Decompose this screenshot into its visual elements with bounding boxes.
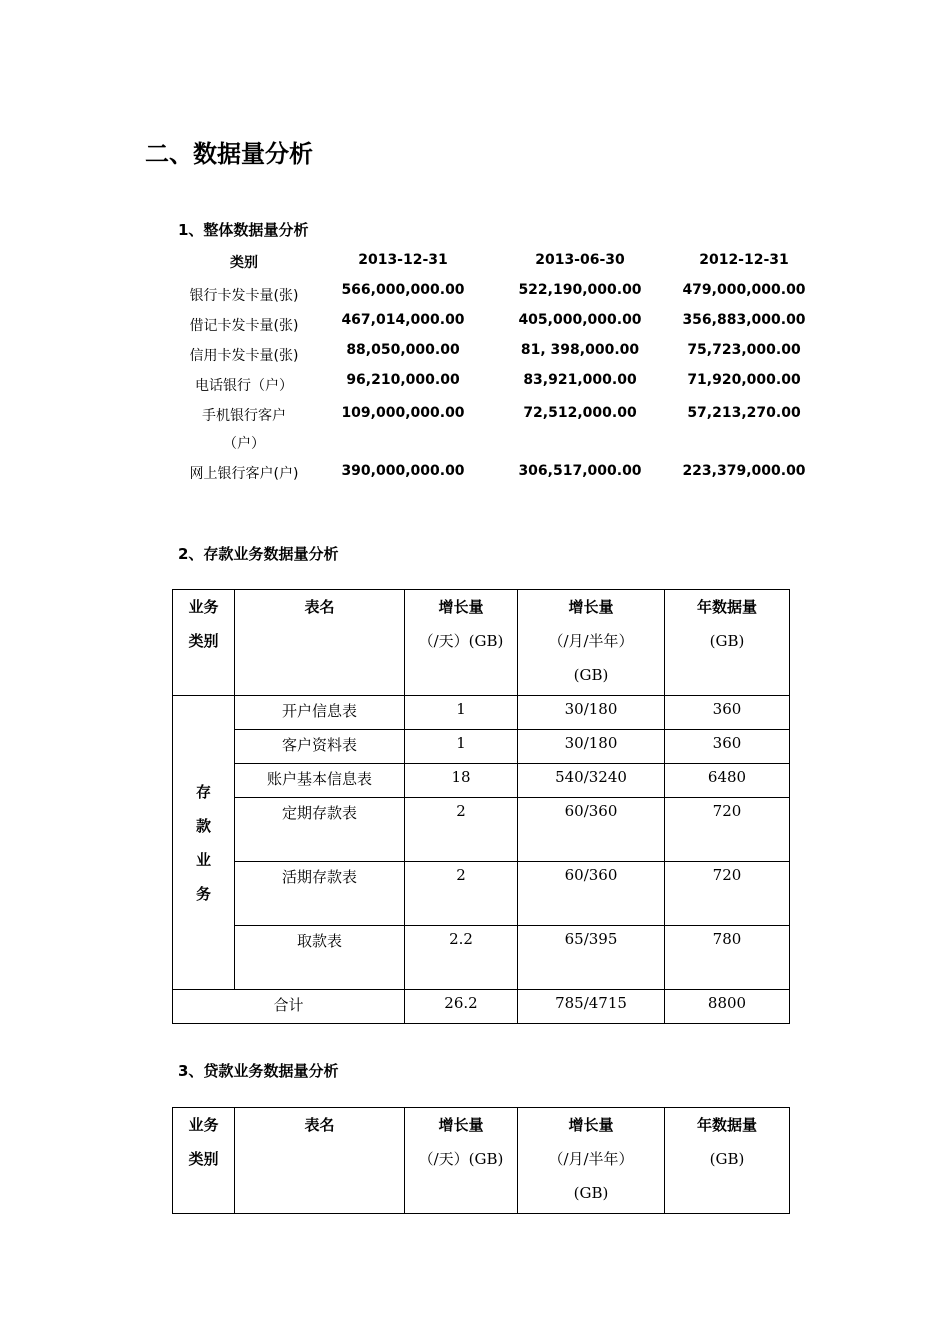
period-cell xyxy=(518,926,665,990)
header-line: (GB) xyxy=(709,1150,745,1168)
daily-cell xyxy=(405,862,518,926)
total-label: 合计 xyxy=(273,996,304,1014)
period-cell xyxy=(518,798,665,862)
summary-cell: 522,190,000.00 xyxy=(518,282,642,298)
header-yearly-volume xyxy=(665,1108,790,1214)
yearly-text: 720 xyxy=(712,802,742,820)
summary-row-label-line: （户） xyxy=(223,436,265,452)
summary-cell xyxy=(316,460,490,490)
header-line: 表名 xyxy=(304,598,335,616)
summary-cell xyxy=(316,402,490,460)
header-line: 业务 xyxy=(188,598,219,616)
table-name-cell xyxy=(235,730,405,764)
table-name-cell xyxy=(235,798,405,862)
summary-row xyxy=(172,342,818,372)
period-text: 60/360 xyxy=(564,866,618,884)
summary-cell: 88,050,000.00 xyxy=(346,342,460,358)
header-line: （/天）(GB) xyxy=(418,1150,504,1168)
period-cell xyxy=(518,696,665,730)
daily-text: 2.2 xyxy=(449,930,473,948)
header-period-growth xyxy=(518,1108,665,1214)
loan-volume-table xyxy=(172,1107,790,1214)
category-char: 务 xyxy=(195,884,211,903)
total-yearly: 8800 xyxy=(707,994,747,1012)
section1-title: 1、整体数据量分析 xyxy=(178,221,309,239)
daily-text: 2 xyxy=(456,802,466,820)
header-yearly-volume xyxy=(665,590,790,696)
summary-cell: 83,921,000.00 xyxy=(523,372,637,388)
table-row xyxy=(173,730,790,764)
header-line: 类别 xyxy=(188,632,219,650)
total-daily: 26.2 xyxy=(444,994,478,1012)
summary-row xyxy=(172,282,818,312)
summary-cell: 71,920,000.00 xyxy=(687,372,801,388)
summary-cell: 75,723,000.00 xyxy=(687,342,801,358)
section3-title: 3、贷款业务数据量分析 xyxy=(178,1062,339,1080)
daily-cell xyxy=(405,798,518,862)
yearly-cell xyxy=(665,862,790,926)
summary-cell xyxy=(670,460,818,490)
summary-row xyxy=(172,372,818,402)
table-row xyxy=(173,764,790,798)
summary-row-label: 银行卡发卡量(张) xyxy=(189,288,299,304)
summary-header-date: 2013-06-30 xyxy=(535,252,625,268)
period-text: 30/180 xyxy=(564,734,618,752)
header-business-category xyxy=(173,590,235,696)
table-name-cell xyxy=(235,764,405,798)
summary-header-category: 类别 xyxy=(230,255,258,271)
header-line: 增长量 xyxy=(438,598,484,616)
period-text: 540/3240 xyxy=(555,768,627,786)
period-cell xyxy=(518,730,665,764)
yearly-text: 360 xyxy=(712,734,742,752)
summary-cell: 96,210,000.00 xyxy=(346,372,460,388)
yearly-cell xyxy=(665,696,790,730)
summary-cell xyxy=(490,402,670,460)
summary-row-label xyxy=(172,402,316,460)
yearly-cell xyxy=(665,730,790,764)
table-header-row xyxy=(173,590,790,696)
total-period: 785/4715 xyxy=(555,994,627,1012)
summary-row-label: 借记卡发卡量(张) xyxy=(189,318,299,334)
header-business-category xyxy=(173,1108,235,1214)
daily-text: 18 xyxy=(451,768,471,786)
table-name-text: 开户信息表 xyxy=(281,702,357,720)
table-header-row xyxy=(173,1108,790,1214)
summary-row-label: 电话银行（户） xyxy=(195,378,293,394)
period-text: 30/180 xyxy=(564,700,618,718)
page-title: 二、数据量分析 xyxy=(145,140,313,168)
category-char: 款 xyxy=(195,816,211,835)
header-line: 增长量 xyxy=(568,1116,614,1134)
header-line: (GB) xyxy=(573,666,609,684)
summary-cell-text: 306,517,000.00 xyxy=(518,463,642,479)
category-char: 存 xyxy=(195,782,211,801)
summary-row xyxy=(172,312,818,342)
summary-header-row xyxy=(172,252,818,282)
header-line: (GB) xyxy=(573,1184,609,1202)
header-line: 类别 xyxy=(188,1150,219,1168)
table-name-text: 活期存款表 xyxy=(281,868,357,886)
period-text: 65/395 xyxy=(564,930,618,948)
header-table-name xyxy=(235,1108,405,1214)
daily-text: 1 xyxy=(456,734,466,752)
summary-header-date: 2012-12-31 xyxy=(699,252,789,268)
yearly-text: 6480 xyxy=(707,768,747,786)
header-line: (GB) xyxy=(709,632,745,650)
header-period-growth xyxy=(518,590,665,696)
table-name-text: 取款表 xyxy=(296,932,342,950)
table-name-text: 账户基本信息表 xyxy=(266,770,372,788)
header-line: （/月/半年） xyxy=(548,1150,634,1168)
period-text: 60/360 xyxy=(564,802,618,820)
yearly-text: 780 xyxy=(712,930,742,948)
header-line: 年数据量 xyxy=(696,1116,757,1134)
summary-cell: 405,000,000.00 xyxy=(518,312,642,328)
daily-cell xyxy=(405,696,518,730)
total-label-cell xyxy=(173,990,405,1024)
total-yearly-cell xyxy=(665,990,790,1024)
table-name-cell xyxy=(235,862,405,926)
header-line: 增长量 xyxy=(568,598,614,616)
summary-cell: 467,014,000.00 xyxy=(341,312,465,328)
header-line: （/天）(GB) xyxy=(418,632,504,650)
summary-cell xyxy=(670,402,818,460)
header-line: 表名 xyxy=(304,1116,335,1134)
table-name-cell xyxy=(235,696,405,730)
summary-row xyxy=(172,402,818,460)
summary-cell xyxy=(490,460,670,490)
total-period-cell xyxy=(518,990,665,1024)
summary-row-label: 信用卡发卡量(张) xyxy=(189,348,299,364)
header-line: 业务 xyxy=(188,1116,219,1134)
yearly-cell xyxy=(665,926,790,990)
table-name-text: 定期存款表 xyxy=(281,804,357,822)
summary-header-date: 2013-12-31 xyxy=(358,252,448,268)
header-line: 年数据量 xyxy=(696,598,757,616)
table-row xyxy=(173,926,790,990)
total-daily-cell xyxy=(405,990,518,1024)
yearly-text: 360 xyxy=(712,700,742,718)
summary-row xyxy=(172,460,818,490)
header-table-name xyxy=(235,590,405,696)
header-line: 增长量 xyxy=(438,1116,484,1134)
category-char: 业 xyxy=(195,850,211,869)
yearly-cell xyxy=(665,764,790,798)
summary-cell-text: 390,000,000.00 xyxy=(341,463,465,479)
section2-title: 2、存款业务数据量分析 xyxy=(178,545,339,563)
header-daily-growth xyxy=(405,1108,518,1214)
daily-cell xyxy=(405,730,518,764)
summary-cell: 81, 398,000.00 xyxy=(520,342,640,358)
period-cell xyxy=(518,764,665,798)
period-cell xyxy=(518,862,665,926)
summary-cell-text: 109,000,000.00 xyxy=(341,405,465,421)
yearly-cell xyxy=(665,798,790,862)
summary-cell-text: 57,213,270.00 xyxy=(687,405,801,421)
category-cell-deposit xyxy=(173,696,235,990)
total-row xyxy=(173,990,790,1024)
daily-cell xyxy=(405,926,518,990)
header-daily-growth xyxy=(405,590,518,696)
table-row xyxy=(173,696,790,730)
summary-cell: 356,883,000.00 xyxy=(682,312,806,328)
daily-cell xyxy=(405,764,518,798)
summary-cell-text: 72,512,000.00 xyxy=(523,405,637,421)
header-line: （/月/半年） xyxy=(548,632,634,650)
table-name-text: 客户资料表 xyxy=(281,736,357,754)
summary-cell-text: 223,379,000.00 xyxy=(682,463,806,479)
deposit-volume-table xyxy=(172,589,790,1024)
daily-text: 2 xyxy=(456,866,466,884)
overall-volume-table xyxy=(172,252,818,490)
summary-cell: 479,000,000.00 xyxy=(682,282,806,298)
summary-row-label: 网上银行客户(户) xyxy=(189,466,299,482)
yearly-text: 720 xyxy=(712,866,742,884)
daily-text: 1 xyxy=(456,700,466,718)
table-name-cell xyxy=(235,926,405,990)
summary-cell: 566,000,000.00 xyxy=(341,282,465,298)
summary-row-label-line: 手机银行客户 xyxy=(202,408,286,424)
table-row xyxy=(173,862,790,926)
table-row xyxy=(173,798,790,862)
